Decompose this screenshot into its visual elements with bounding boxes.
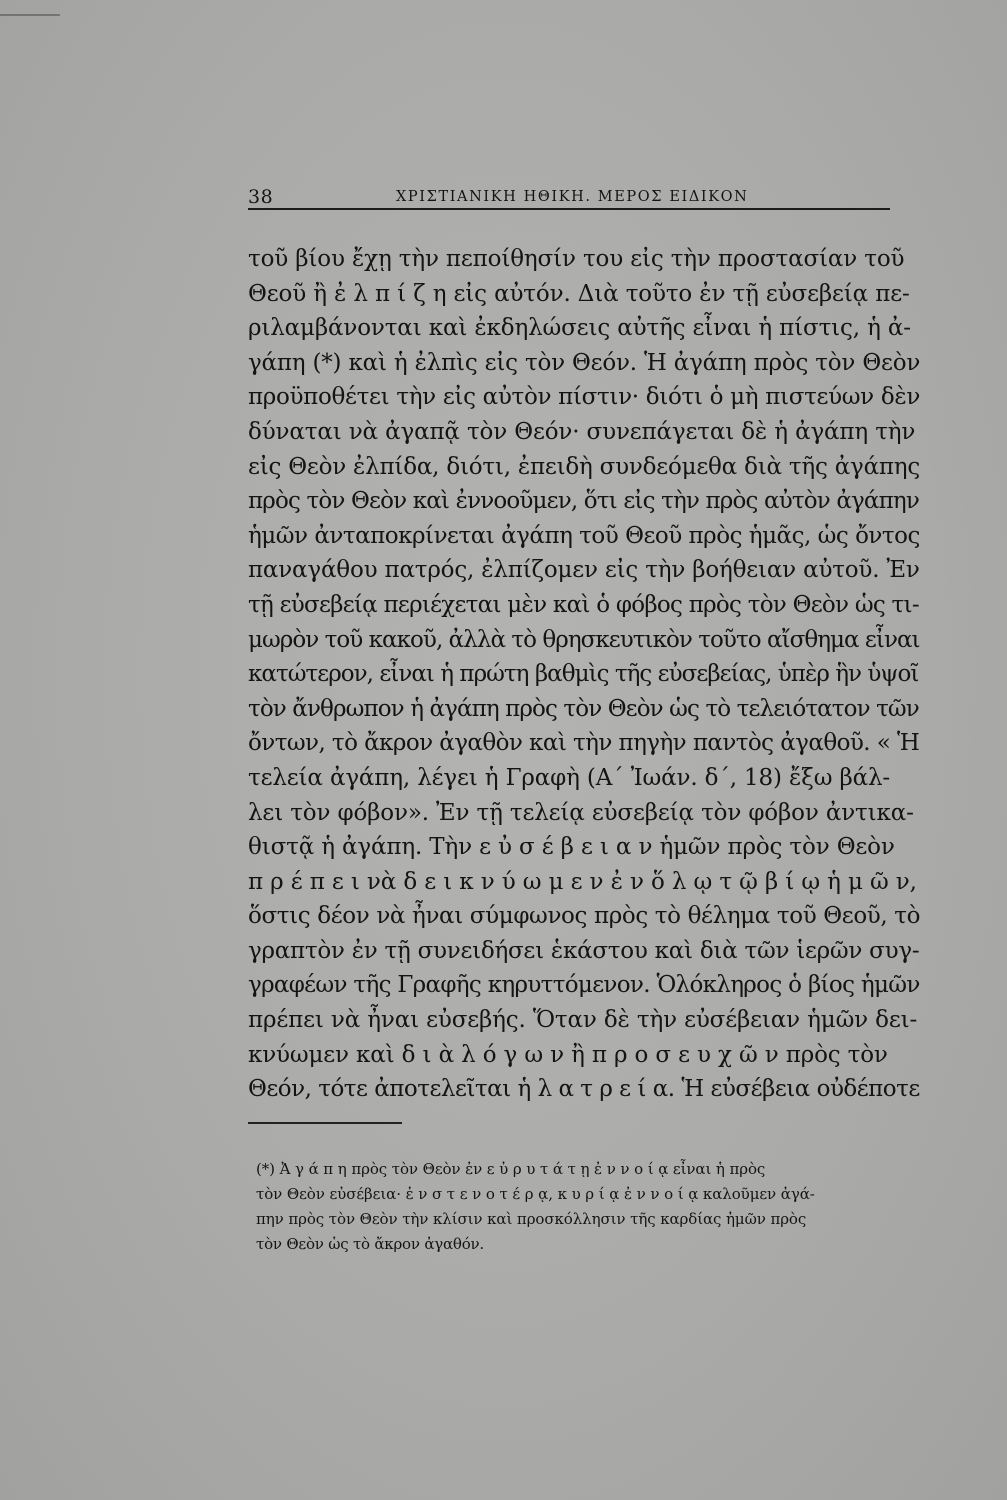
text-line: θιστᾷ ἡ ἀγάπη. Τὴν ε ὐ σ έ β ε ι α ν ἡμῶν πρὸς τὸν Θεὸν (248, 834, 895, 861)
text-line: ὄντων, τὸ ἄκρον ἀγαθὸν καὶ τὴν πηγὴν παντὸς ἀγαθοῦ. « Ἡ (248, 730, 920, 757)
footnote-line: πην πρὸς τὸν Θεὸν τὴν κλίσιν καὶ προσκόλλησιν τῆς καρδίας ἡμῶν πρὸς (256, 1210, 807, 1228)
text-line: γάπη (*) καὶ ἡ ἐλπὶς εἰς τὸν Θεόν. Ἡ ἀγάπη πρὸς τὸν Θεὸν (248, 349, 921, 376)
footnote-line: τὸν Θεὸν ὡς τὸ ἄκρον ἀγαθόν. (256, 1235, 484, 1253)
text-line: λει τὸν φόβον». Ἐν τῇ τελείᾳ εὐσεβείᾳ τὸν φόβον ἀντικα- (248, 799, 914, 826)
text-line: εἰς Θεὸν ἐλπίδα, διότι, ἐπειδὴ συνδεόμεθα διὰ τῆς ἀγάπης (248, 453, 920, 480)
text-line: π ρ έ π ε ι νὰ δ ε ι κ ν ύ ω μ ε ν ἐ ν ὅ λ ῳ τ ῷ β ί ῳ ἡ μ ῶ ν, (248, 868, 917, 895)
text-line: πρὸς τὸν Θεὸν καὶ ἐννοοῦμεν, ὅτι εἰς τὴν πρὸς αὐτὸν ἀγάπην (248, 488, 919, 515)
text-line: κατώτερον, εἶναι ἡ πρώτη βαθμὶς τῆς εὐσεβείας, ὑπὲρ ἣν ὑψοῖ (248, 661, 919, 688)
text-line: ριλαμβάνονται καὶ ἐκδηλώσεις αὐτῆς εἶναι ἡ πίστις, ἡ ἀ- (248, 315, 911, 342)
footnote-line: τὸν Θεὸν εὐσέβεια· ἐ ν σ τ ε ν ο τ έ ρ ᾳ, κ υ ρ ί ᾳ ἐ ν ν ο ί ᾳ καλοῦμεν ἀγά- (256, 1185, 815, 1203)
text-line: Θεόν, τότε ἀποτελεῖται ἡ λ α τ ρ ε ί α. Ἡ εὐσέβεια οὐδέποτε (248, 1076, 920, 1103)
text-line: ἡμῶν ἀνταποκρίνεται ἀγάπη τοῦ Θεοῦ πρὸς ἡμᾶς, ὡς ὄντος (248, 522, 920, 549)
page-number: 38 (248, 186, 274, 208)
text-line: δύναται νὰ ἀγαπᾷ τὸν Θεόν· συνεπάγεται δὲ ἡ ἀγάπη τὴν (248, 418, 916, 445)
text-line: Θεοῦ ἢ ἐ λ π ί ζ η εἰς αὐτόν. Διὰ τοῦτο ἐν τῇ εὐσεβείᾳ πε- (248, 280, 910, 307)
body-text (248, 242, 928, 1107)
text-line: κνύωμεν καὶ δ ι ὰ λ ό γ ω ν ἢ π ρ ο σ ε υ χ ῶ ν πρὸς τὸν (248, 1041, 888, 1068)
footnote-line: (*) Ἀ γ ά π η πρὸς τὸν Θεὸν ἐν ε ὐ ρ υ τ ά τ ῃ ἐ ν ν ο ί ᾳ εἶναι ἡ πρὸς (256, 1160, 766, 1178)
running-header (248, 186, 888, 210)
text-line: παναγάθου πατρός, ἐλπίζομεν εἰς τὴν βοήθειαν αὐτοῦ. Ἐν (248, 557, 920, 584)
text-line: τοῦ βίου ἔχῃ τὴν πεποίθησίν του εἰς τὴν προστασίαν τοῦ (248, 246, 905, 272)
text-line: γραπτὸν ἐν τῇ συνειδήσει ἑκάστου καὶ διὰ τῶν ἱερῶν συγ- (248, 937, 920, 964)
scan-edge-mark (0, 14, 60, 16)
text-line: τὸν ἄνθρωπον ἡ ἀγάπη πρὸς τὸν Θεὸν ὡς τὸ τελειότατον τῶν (248, 695, 919, 722)
footnote (256, 1157, 926, 1257)
text-line: τῇ εὐσεβείᾳ περιέχεται μὲν καὶ ὁ φόβος πρὸς τὸν Θεὸν ὡς τι- (248, 591, 919, 618)
text-line: μωρὸν τοῦ κακοῦ, ἀλλὰ τὸ θρησκευτικὸν τοῦτο αἴσθημα εἶναι (248, 626, 920, 653)
running-title: ΧΡΙΣΤΙΑΝΙΚΗ ΗΘΙΚΗ. ΜΕΡΟΣ ΕΙΔΙΚΟΝ (396, 189, 749, 205)
header-rule (248, 208, 890, 210)
text-line: προϋποθέτει τὴν εἰς αὐτὸν πίστιν· διότι ὁ μὴ πιστεύων δὲν (248, 384, 921, 411)
text-line: πρέπει νὰ ἦναι εὐσεβής. Ὅταν δὲ τὴν εὐσέβειαν ἡμῶν δει- (248, 1007, 918, 1034)
text-line: γραφέων τῆς Γραφῆς κηρυττόμενον. Ὁλόκληρος ὁ βίος ἡμῶν (248, 972, 920, 999)
text-line: τελεία ἀγάπη, λέγει ἡ Γραφὴ (Α΄ Ἰωάν. δ΄, 18) ἔξω βάλ- (248, 764, 891, 791)
footnote-rule (248, 1122, 402, 1124)
text-line: ὅστις δέον νὰ ἦναι σύμφωνος πρὸς τὸ θέλημα τοῦ Θεοῦ, τὸ (248, 903, 921, 930)
